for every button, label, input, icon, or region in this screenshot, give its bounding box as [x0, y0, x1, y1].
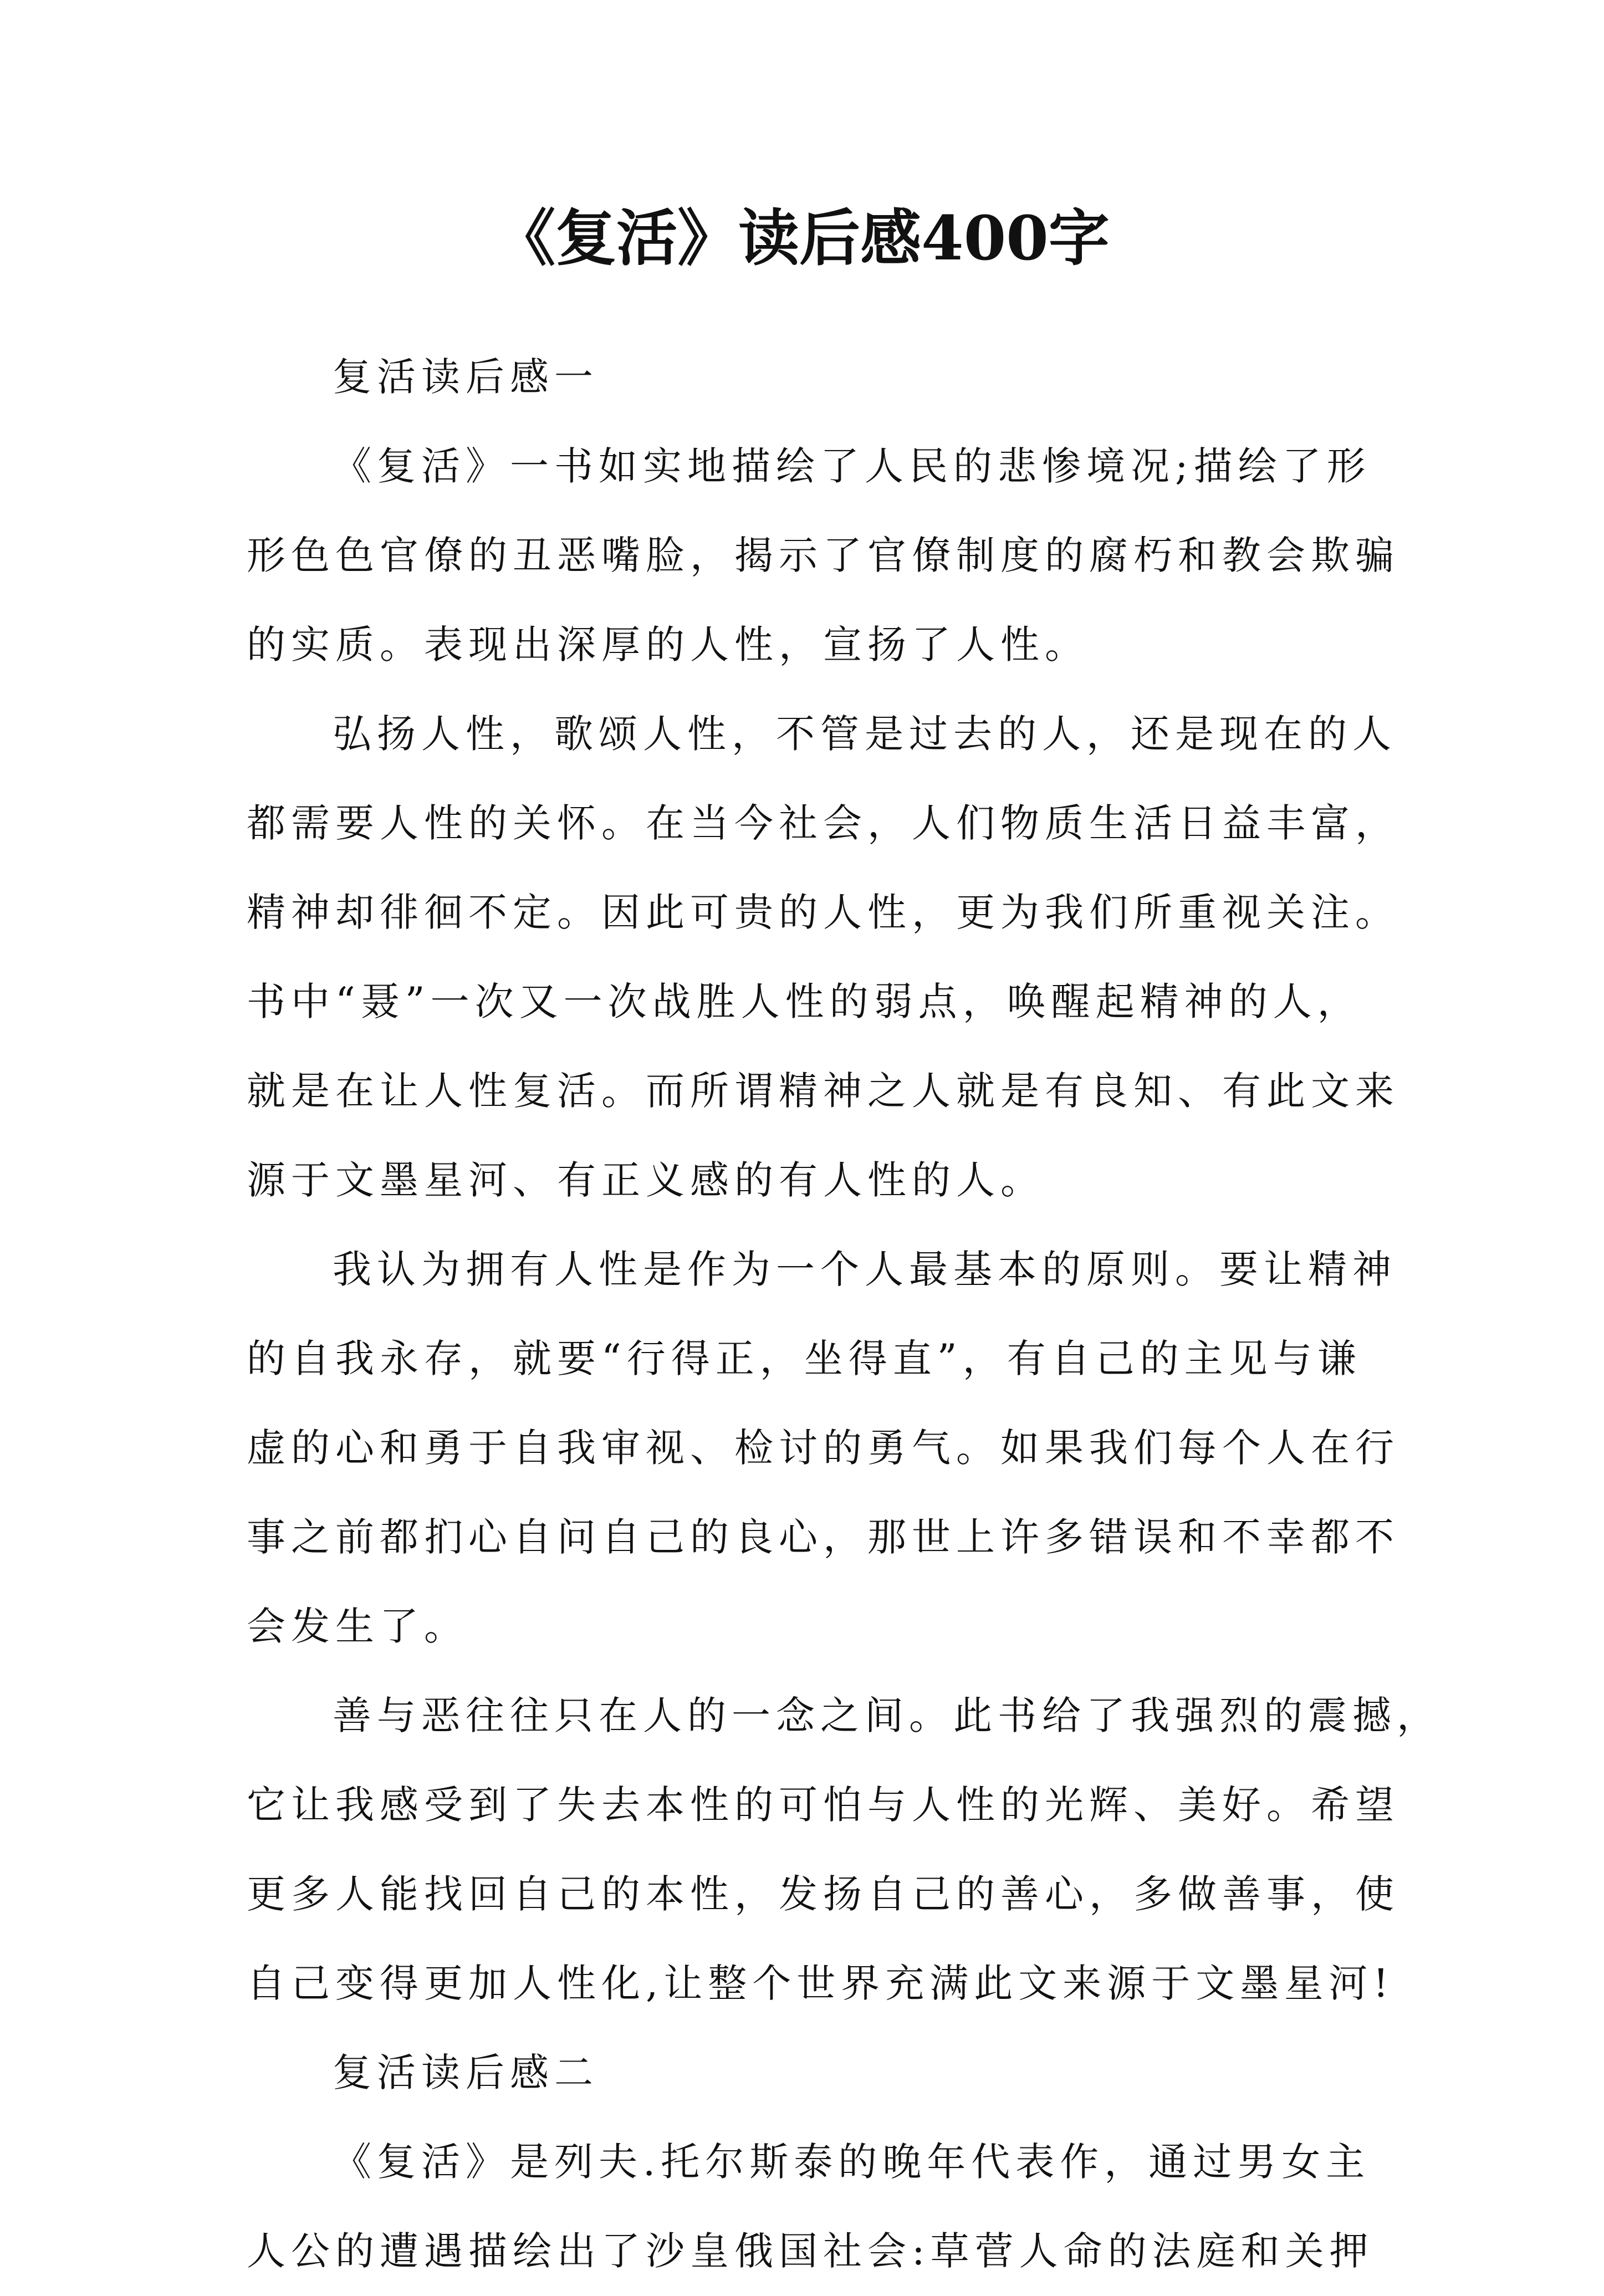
paragraph-line: 它让我感受到了失去本性的可怕与人性的光辉、美好。希望 — [247, 1782, 1399, 1828]
section-heading: 复活读后感二 — [333, 2050, 599, 2095]
paragraph-line: 会发生了。 — [247, 1604, 468, 1649]
paragraph-line: 弘扬人性，歌颂人性，不管是过去的人，还是现在的人 — [333, 711, 1397, 757]
paragraph-line: 形色色官僚的丑恶嘴脸，揭示了官僚制度的腐朽和教会欺骗 — [247, 533, 1399, 578]
paragraph-line: 都需要人性的关怀。在当今社会，人们物质生活日益丰富， — [247, 800, 1399, 846]
section-heading: 复活读后感一 — [333, 354, 599, 400]
paragraph-line: 事之前都扪心自问自己的良心，那世上许多错误和不幸都不 — [247, 1514, 1399, 1560]
paragraph-line: 善与恶往往只在人的一念之间。此书给了我强烈的震撼， — [333, 1693, 1441, 1738]
document-title: 《复活》读后感400字 — [494, 202, 1110, 274]
paragraph-line: 源于文墨星河、有正义感的有人性的人。 — [247, 1157, 1045, 1203]
paragraph-line: 就是在让人性复活。而所谓精神之人就是有良知、有此文来 — [247, 1068, 1399, 1114]
paragraph-line: 虚的心和勇于自我审视、检讨的勇气。如果我们每个人在行 — [247, 1425, 1399, 1471]
paragraph-line: 的实质。表现出深厚的人性，宣扬了人性。 — [247, 622, 1089, 667]
paragraph-line: 《复活》是列夫.托尔斯泰的晚年代表作，通过男女主 — [333, 2139, 1371, 2185]
document-body — [247, 333, 1441, 2296]
paragraph-line: 自己变得更加人性化,让整个世界充满此文来源于文墨星河! — [247, 1961, 1394, 2006]
paragraph-line: 书中“聂”一次又一次战胜人性的弱点，唤醒起精神的人， — [247, 979, 1362, 1024]
paragraph-line: 我认为拥有人性是作为一个人最基本的原则。要让精神 — [333, 1247, 1397, 1292]
paragraph-line: 人公的遭遇描绘出了沙皇俄国社会:草菅人命的法庭和关押 — [247, 2228, 1374, 2274]
paragraph-line: 更多人能找回自己的本性，发扬自己的善心，多做善事，使 — [247, 1871, 1399, 1917]
paragraph-line: 的自我永存，就要“行得正，坐得直”，有自己的主见与谦 — [247, 1336, 1362, 1381]
paragraph-line: 精神却徘徊不定。因此可贵的人性，更为我们所重视关注。 — [247, 890, 1399, 935]
paragraph-line: 《复活》一书如实地描绘了人民的悲惨境况;描绘了形 — [333, 443, 1371, 489]
